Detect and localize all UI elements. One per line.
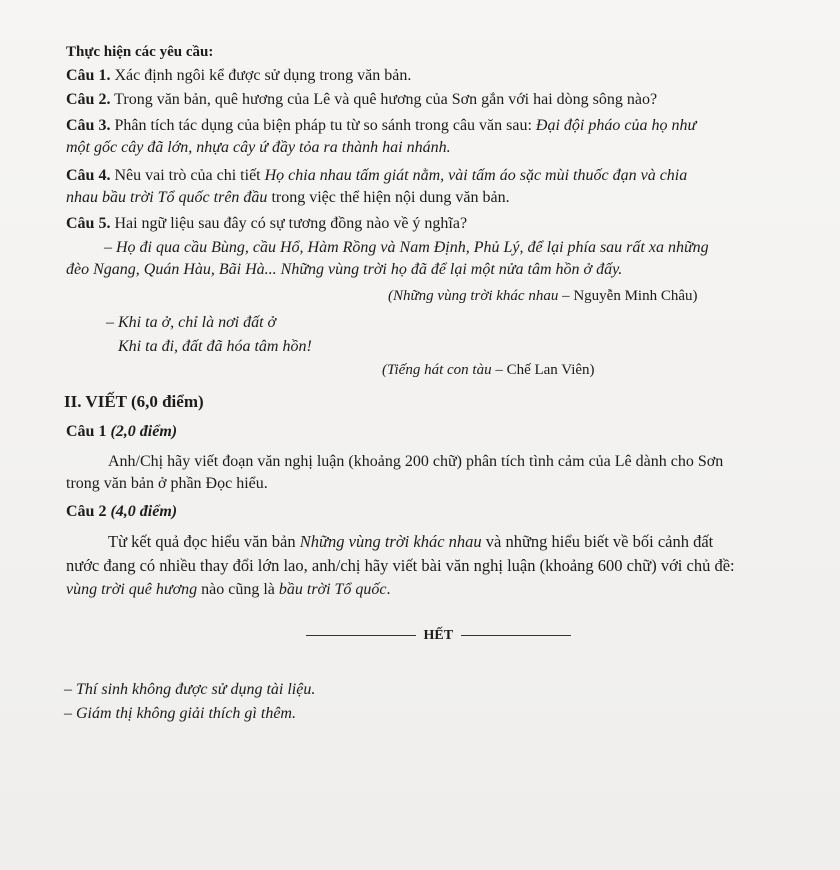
end-divider-left [306, 635, 416, 636]
question-2-label: Câu 2. [66, 91, 111, 108]
question-4-quote: Họ chia nhau tấm giát nằm, vài tấm áo sặc mùi thuốc đạn và chia [264, 167, 688, 184]
writing-1-heading [66, 422, 177, 442]
source-2-title: (Tiếng hát con tàu [382, 362, 492, 378]
writing-2-heading [66, 502, 177, 522]
question-3-quote: Đại đội pháo của họ như [535, 117, 697, 134]
question-3 [66, 116, 696, 136]
question-4-label: Câu 4. [66, 167, 111, 184]
question-4-text: Nêu vai trò của chi tiết [110, 167, 265, 184]
question-1-text: Xác định ngôi kể được sử dụng trong văn bản. [110, 67, 412, 84]
writing-2-line-2: nước đang có nhiều thay đổi lớn lao, anh/chị hãy viết bài văn nghị luận (khoảng 600 chữ) với chủ đề: [66, 556, 735, 575]
question-1 [66, 66, 411, 86]
question-5-text: Hai ngữ liệu sau đây có sự tương đồng nào về ý nghĩa? [110, 215, 468, 232]
excerpt-1-line-2: đèo Ngang, Quán Hàu, Bãi Hà... Những vùng trời họ đã để lại một nửa tâm hồn ở đấy. [66, 261, 623, 278]
question-4-cont [66, 188, 510, 208]
question-1-label: Câu 1. [66, 67, 111, 84]
question-3-text: Phân tích tác dụng của biện pháp tu từ so sánh trong câu văn sau: [110, 117, 536, 134]
writing-2-text-c: nào cũng là [197, 581, 279, 598]
writing-2-topic-b: bầu trời Tổ quốc [278, 581, 387, 598]
writing-2-title: Những vùng trời khác nhau [299, 532, 482, 551]
source-1-author: – Nguyễn Minh Châu) [558, 288, 698, 304]
poem-line-1: – Khi ta ở, chỉ là nơi đất ở [106, 314, 277, 331]
question-4-quote-cont: nhau bầu trời Tổ quốc trên đầu [66, 189, 268, 206]
note-1: – Thí sinh không được sử dụng tài liệu. [64, 681, 316, 698]
source-2-author: – Chế Lan Viên) [491, 362, 595, 378]
writing-2-label: Câu 2 [66, 503, 107, 520]
writing-2-text-a: Từ kết quả đọc hiểu văn bản [108, 532, 300, 551]
question-3-quote-cont: một gốc cây đã lớn, nhựa cây ứ đầy tỏa ra thành hai nhánh. [66, 139, 451, 156]
source-2 [382, 360, 595, 380]
writing-2-line-1 [108, 532, 713, 552]
question-4-text-cont: trong việc thể hiện nội dung văn bản. [267, 189, 510, 206]
excerpt-1-line-1: – Họ đi qua cầu Bùng, cầu Hổ, Hàm Rồng và Nam Định, Phủ Lý, để lại phía sau rất xa những [104, 239, 709, 256]
question-5-label: Câu 5. [66, 215, 111, 232]
writing-1-line-1: Anh/Chị hãy viết đoạn văn nghị luận (khoảng 200 chữ) phân tích tình cảm của Lê dành cho Sơn [108, 453, 724, 470]
note-2: – Giám thị không giải thích gì thêm. [64, 705, 296, 722]
poem-line-2: Khi ta đi, đất đã hóa tâm hồn! [118, 338, 312, 355]
question-3-label: Câu 3. [66, 117, 111, 134]
writing-2-score: (4,0 điểm) [106, 503, 178, 520]
source-1-title: (Những vùng trời khác nhau [388, 288, 559, 304]
end-divider-right [461, 635, 571, 636]
section-2-title: II. VIẾT (6,0 điểm) [64, 392, 204, 411]
writing-1-label: Câu 1 [66, 423, 107, 440]
instructions-heading: Thực hiện các yêu cầu: [66, 44, 214, 60]
question-5 [66, 214, 467, 234]
writing-1-line-2: trong văn bản ở phần Đọc hiểu. [66, 475, 268, 492]
writing-2-text-b: và những hiểu biết về bối cảnh đất [481, 532, 714, 551]
question-4 [66, 166, 687, 186]
source-1 [388, 286, 698, 306]
writing-2-line-3 [66, 580, 391, 600]
writing-1-score: (2,0 điểm) [106, 423, 178, 440]
writing-2-text-d: . [386, 581, 391, 598]
question-2-text: Trong văn bản, quê hương của Lê và quê hương của Sơn gắn với hai dòng sông nào? [110, 91, 658, 108]
writing-2-topic-a: vùng trời quê hương [66, 581, 198, 598]
end-marker [306, 626, 571, 646]
end-label: HẾT [423, 628, 454, 643]
question-2 [66, 90, 657, 110]
